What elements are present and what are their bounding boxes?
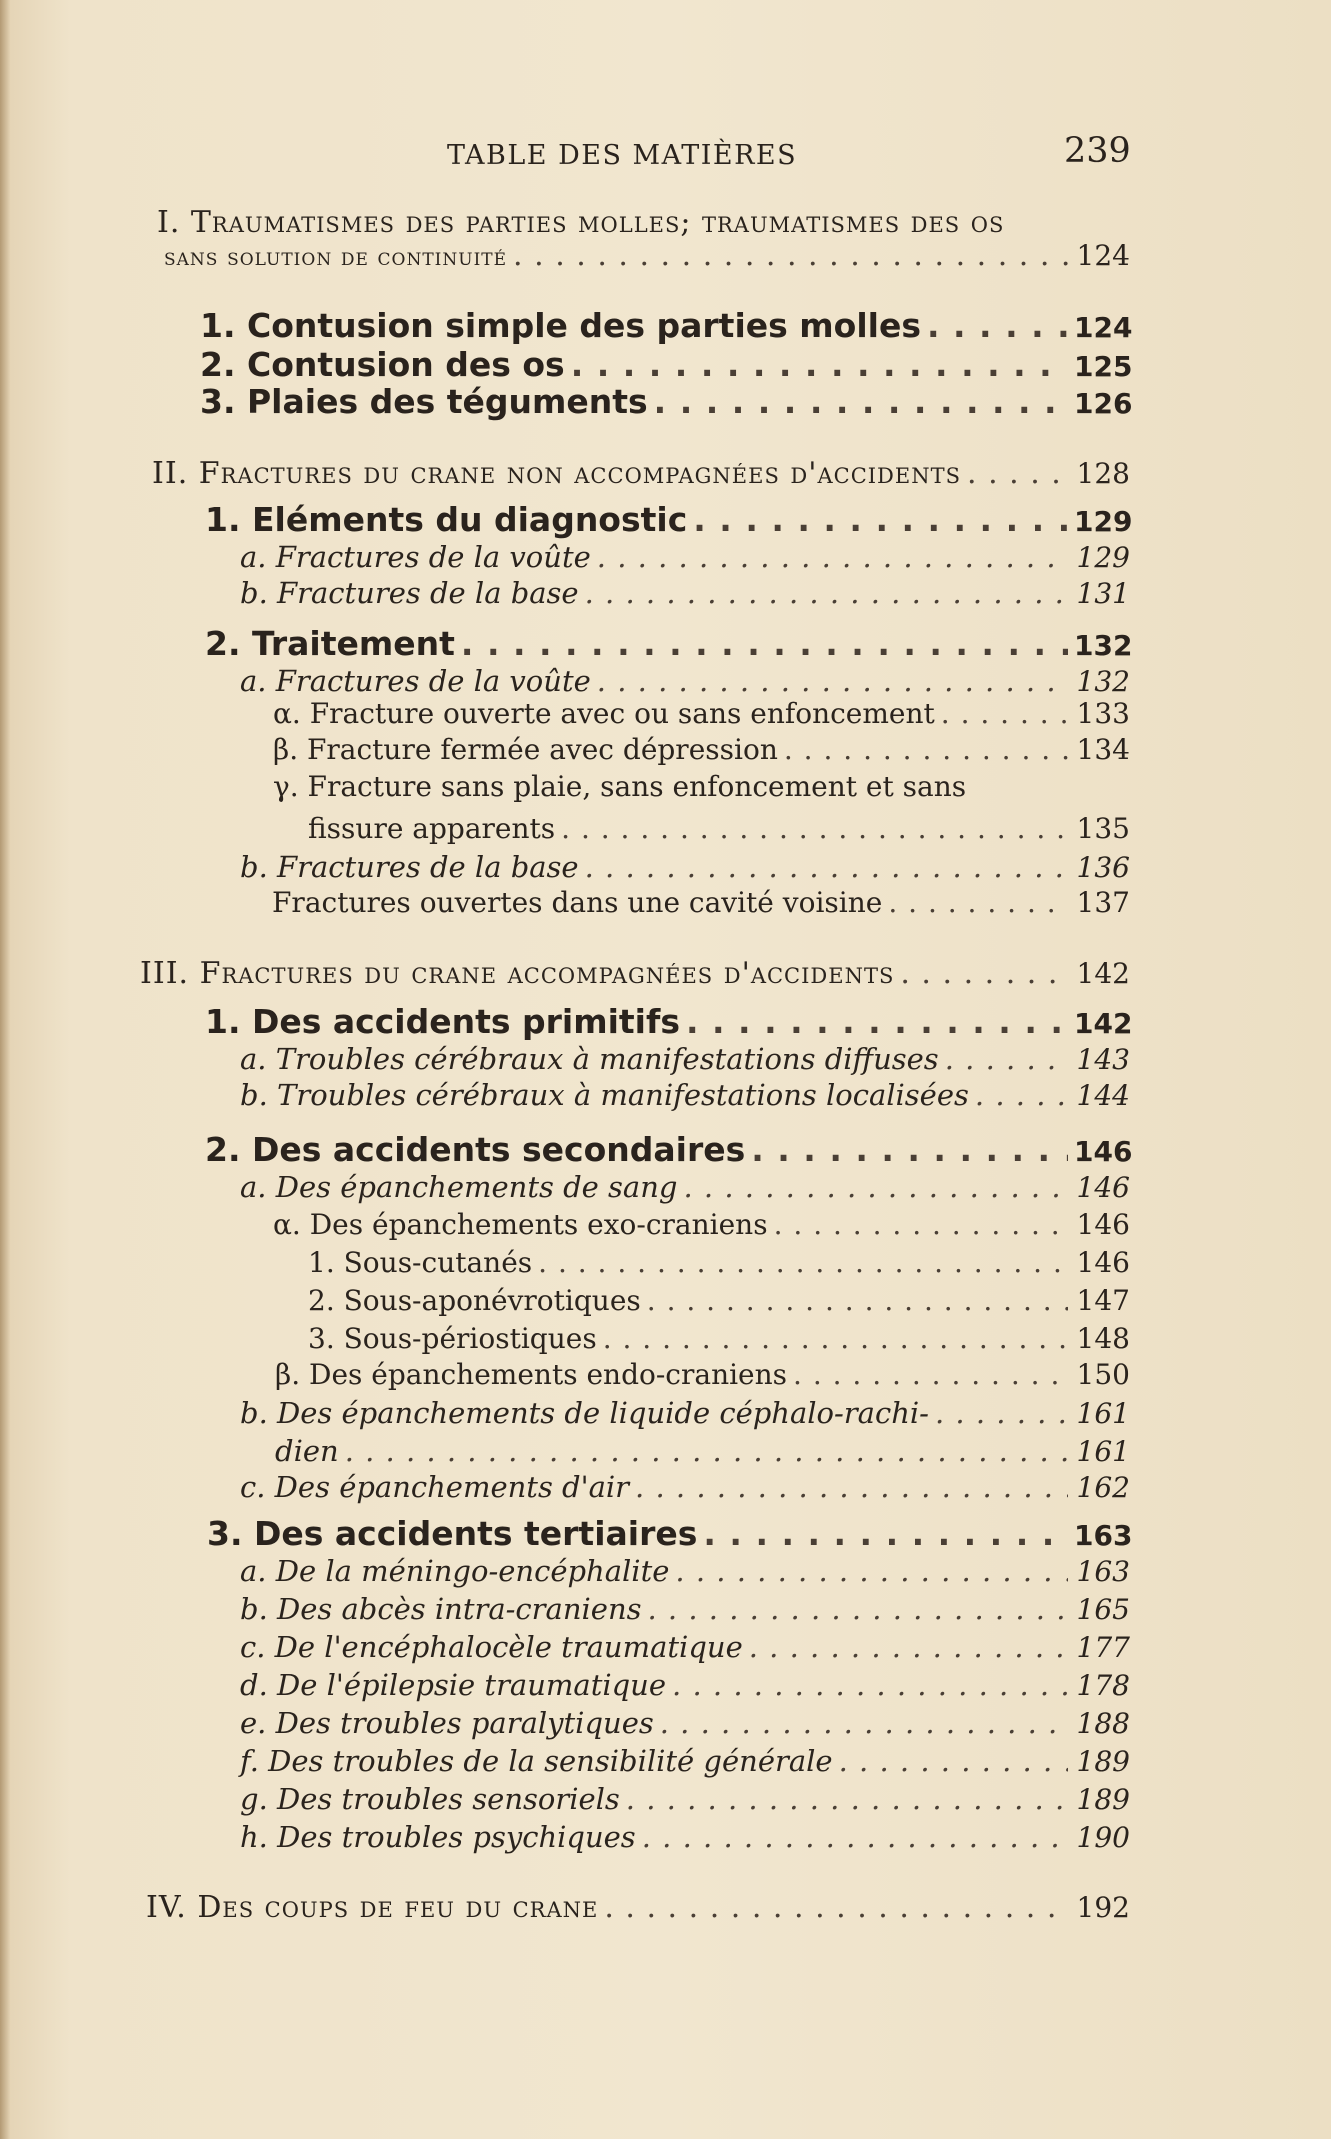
toc-entry: 2. Traitement . . . 132 <box>205 624 1130 663</box>
toc-entry: b. Fractures de la base . . . 136 <box>240 850 1130 884</box>
toc-entry: a. Fractures de la voûte . . . 132 <box>240 664 1130 698</box>
toc-entry: b. Troubles cérébraux à manifestations localisées . . . 144 <box>240 1078 1130 1112</box>
toc-entry: g. Des troubles sensoriels . . . 189 <box>240 1782 1130 1816</box>
toc-entry: β. Fracture fermée avec dépression . . . 134 <box>273 733 1130 766</box>
toc-entry: a. Des épanchements de sang . . . 146 <box>240 1170 1130 1204</box>
toc-entry: b. Des abcès intra-craniens . . . 165 <box>240 1592 1130 1626</box>
toc-entry: 1. Eléments du diagnostic . . . 129 <box>205 500 1130 539</box>
toc-section-heading: II. Fractures du crane non accompagnées d'accidents . . . 128 <box>152 456 1130 491</box>
toc-entry: 2. Des accidents secondaires . . . 146 <box>205 1130 1130 1169</box>
toc-entry: 3. Des accidents tertiaires . . . 163 <box>207 1514 1130 1553</box>
toc-entry: α. Fracture ouverte avec ou sans enfoncement . . . 133 <box>273 697 1130 730</box>
toc-entry: α. Des épanchements exo-craniens . . . 146 <box>273 1208 1130 1241</box>
toc-entry: β. Des épanchements endo-craniens . . . 150 <box>275 1358 1130 1391</box>
toc-entry: 3. Plaies des téguments . . . 126 <box>200 382 1130 421</box>
toc-entry: b. Des épanchements de liquide céphalo-rachi- . . . 161 <box>240 1396 1130 1430</box>
toc-entry: 3. Sous-périostiques . . . 148 <box>308 1322 1130 1355</box>
toc-entry: h. Des troubles psychiques . . . 190 <box>240 1820 1130 1854</box>
toc-entry: γ. Fracture sans plaie, sans enfoncement et sans <box>273 770 967 803</box>
toc-entry: 2. Contusion des os . . . 125 <box>200 345 1130 384</box>
toc-entry: f. Des troubles de la sensibilité générale . . . 189 <box>240 1744 1130 1778</box>
toc-section-heading: I. Traumatismes des parties molles; traumatismes des os <box>157 205 1005 240</box>
toc-entry: c. De l'encéphalocèle traumatique . . . 177 <box>240 1630 1130 1664</box>
page-number: 239 <box>1064 131 1131 171</box>
toc-section-heading: IV. Des coups de feu du crane . . . 192 <box>146 1890 1130 1925</box>
toc-entry: a. Fractures de la voûte . . . 129 <box>240 540 1130 574</box>
toc-entry: Fractures ouvertes dans une cavité voisine . . . 137 <box>272 886 1130 919</box>
toc-entry: 1. Contusion simple des parties molles . . . 124 <box>200 306 1130 345</box>
toc-entry: fissure apparents . . . 135 <box>308 812 1130 845</box>
toc-entry: d. De l'épilepsie traumatique . . . 178 <box>240 1668 1130 1702</box>
toc-entry: a. De la méningo-encéphalite . . . 163 <box>240 1554 1130 1588</box>
toc-entry: 1. Des accidents primitifs . . . 142 <box>205 1002 1130 1041</box>
toc-entry: dien . . . 161 <box>275 1434 1130 1468</box>
toc-entry: a. Troubles cérébraux à manifestations diffuses . . . 143 <box>240 1042 1130 1076</box>
toc-entry: 2. Sous-aponévrotiques . . . 147 <box>308 1284 1130 1317</box>
toc-entry: b. Fractures de la base . . . 131 <box>240 576 1130 610</box>
toc-entry: e. Des troubles paralytiques . . . 188 <box>240 1706 1130 1740</box>
toc-entry: c. Des épanchements d'air . . . 162 <box>240 1470 1130 1504</box>
running-head: TABLE DES MATIÈRES <box>447 140 798 171</box>
toc-entry: 1. Sous-cutanés . . . 146 <box>308 1246 1130 1279</box>
toc-section-heading: III. Fractures du crane accompagnées d'accidents . . . 142 <box>140 956 1130 991</box>
toc-entry: sans solution de continuité . . . 124 <box>164 238 1130 273</box>
